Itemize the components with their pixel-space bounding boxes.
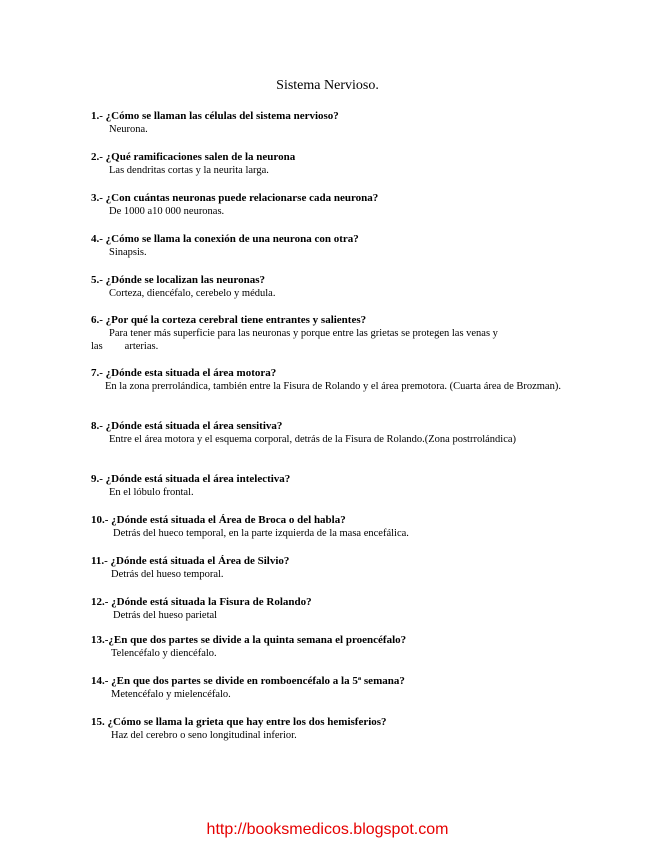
question-15: 15. ¿Cómo se llama la grieta que hay entre los dos hemisferios? xyxy=(91,716,387,728)
question-12: 12.- ¿Dónde está situada la Fisura de Rolando? xyxy=(91,596,312,608)
qa-item-9 xyxy=(91,472,571,513)
answer-12: Detrás del hueso parietal xyxy=(113,610,218,621)
answer-6-line-1: Para tener más superficie para las neuronas y porque entre las grietas se protegen las venas y xyxy=(109,328,498,339)
question-6: 6.- ¿Por qué la corteza cerebral tiene entrantes y salientes? xyxy=(91,314,367,326)
answer-8: Entre el área motora y el esquema corporal, detrás de la Fisura de Rolando.(Zona postrrolándica) xyxy=(109,434,517,445)
answer-4: Sinapsis. xyxy=(109,247,147,258)
answer-10: Detrás del hueco temporal, en la parte izquierda de la masa encefálica. xyxy=(113,528,409,539)
question-2: 2.- ¿Qué ramificaciones salen de la neurona xyxy=(91,151,296,163)
answer-11: Detrás del hueso temporal. xyxy=(111,569,224,580)
answer-6-line-2-text: arterias. xyxy=(124,341,159,352)
footer-url-link[interactable]: http://booksmedicos.blogspot.com xyxy=(206,821,449,838)
qa-item-11 xyxy=(91,554,571,595)
answer-2: Las dendritas cortas y la neurita larga. xyxy=(109,165,269,176)
qa-item-14 xyxy=(91,674,571,715)
answer-15: Haz del cerebro o seno longitudinal inferior. xyxy=(111,730,297,741)
answer-9: En el lóbulo frontal. xyxy=(109,487,194,498)
question-7: 7.- ¿Dónde esta situada el área motora? xyxy=(91,367,277,379)
question-4: 4.- ¿Cómo se llama la conexión de una neurona con otra? xyxy=(91,233,359,245)
qa-item-8 xyxy=(91,419,571,472)
answer-1: Neurona. xyxy=(109,124,148,135)
qa-item-13 xyxy=(91,633,571,674)
question-1: 1.- ¿Cómo se llaman las células del sistema nervioso? xyxy=(91,110,339,122)
question-5: 5.- ¿Dónde se localizan las neuronas? xyxy=(91,274,265,286)
answer-6-line-2-prefix: las xyxy=(91,341,103,352)
question-13: 13.-¿En que dos partes se divide a la quinta semana el proencéfalo? xyxy=(91,634,407,646)
question-9: 9.- ¿Dónde está situada el área intelectiva? xyxy=(91,473,291,485)
qa-item-6 xyxy=(91,313,571,366)
answer-6-line-2 xyxy=(91,340,571,353)
answer-5: Corteza, diencéfalo, cerebelo y médula. xyxy=(109,288,276,299)
qa-item-2 xyxy=(91,150,571,191)
answer-6 xyxy=(91,327,571,353)
question-10: 10.- ¿Dónde está situada el Área de Broca o del habla? xyxy=(91,514,346,526)
qa-item-5 xyxy=(91,273,571,313)
qa-item-1 xyxy=(91,109,571,150)
question-list xyxy=(91,109,571,756)
document-title: Sistema Nervioso. xyxy=(276,78,379,93)
question-14: 14.- ¿En que dos partes se divide en romboencéfalo a la 5ª semana? xyxy=(91,675,405,687)
question-11: 11.- ¿Dónde está situada el Área de Silvio? xyxy=(91,555,290,567)
answer-3: De 1000 a10 000 neuronas. xyxy=(109,206,225,217)
question-8: 8.- ¿Dónde está situada el área sensitiva? xyxy=(91,420,283,432)
answer-13: Telencéfalo y diencéfalo. xyxy=(111,648,217,659)
qa-item-7 xyxy=(91,366,571,419)
answer-7: En la zona prerrolándica, también entre la Fisura de Rolando y el área premotora. (Cuarta área de Brozman). xyxy=(105,381,561,392)
qa-item-12 xyxy=(91,595,571,633)
qa-item-3 xyxy=(91,191,571,232)
qa-item-4 xyxy=(91,232,571,273)
qa-item-10 xyxy=(91,513,571,554)
answer-14: Metencéfalo y mielencéfalo. xyxy=(111,689,231,700)
qa-item-15 xyxy=(91,715,571,756)
question-3: 3.- ¿Con cuántas neuronas puede relacionarse cada neurona? xyxy=(91,192,379,204)
